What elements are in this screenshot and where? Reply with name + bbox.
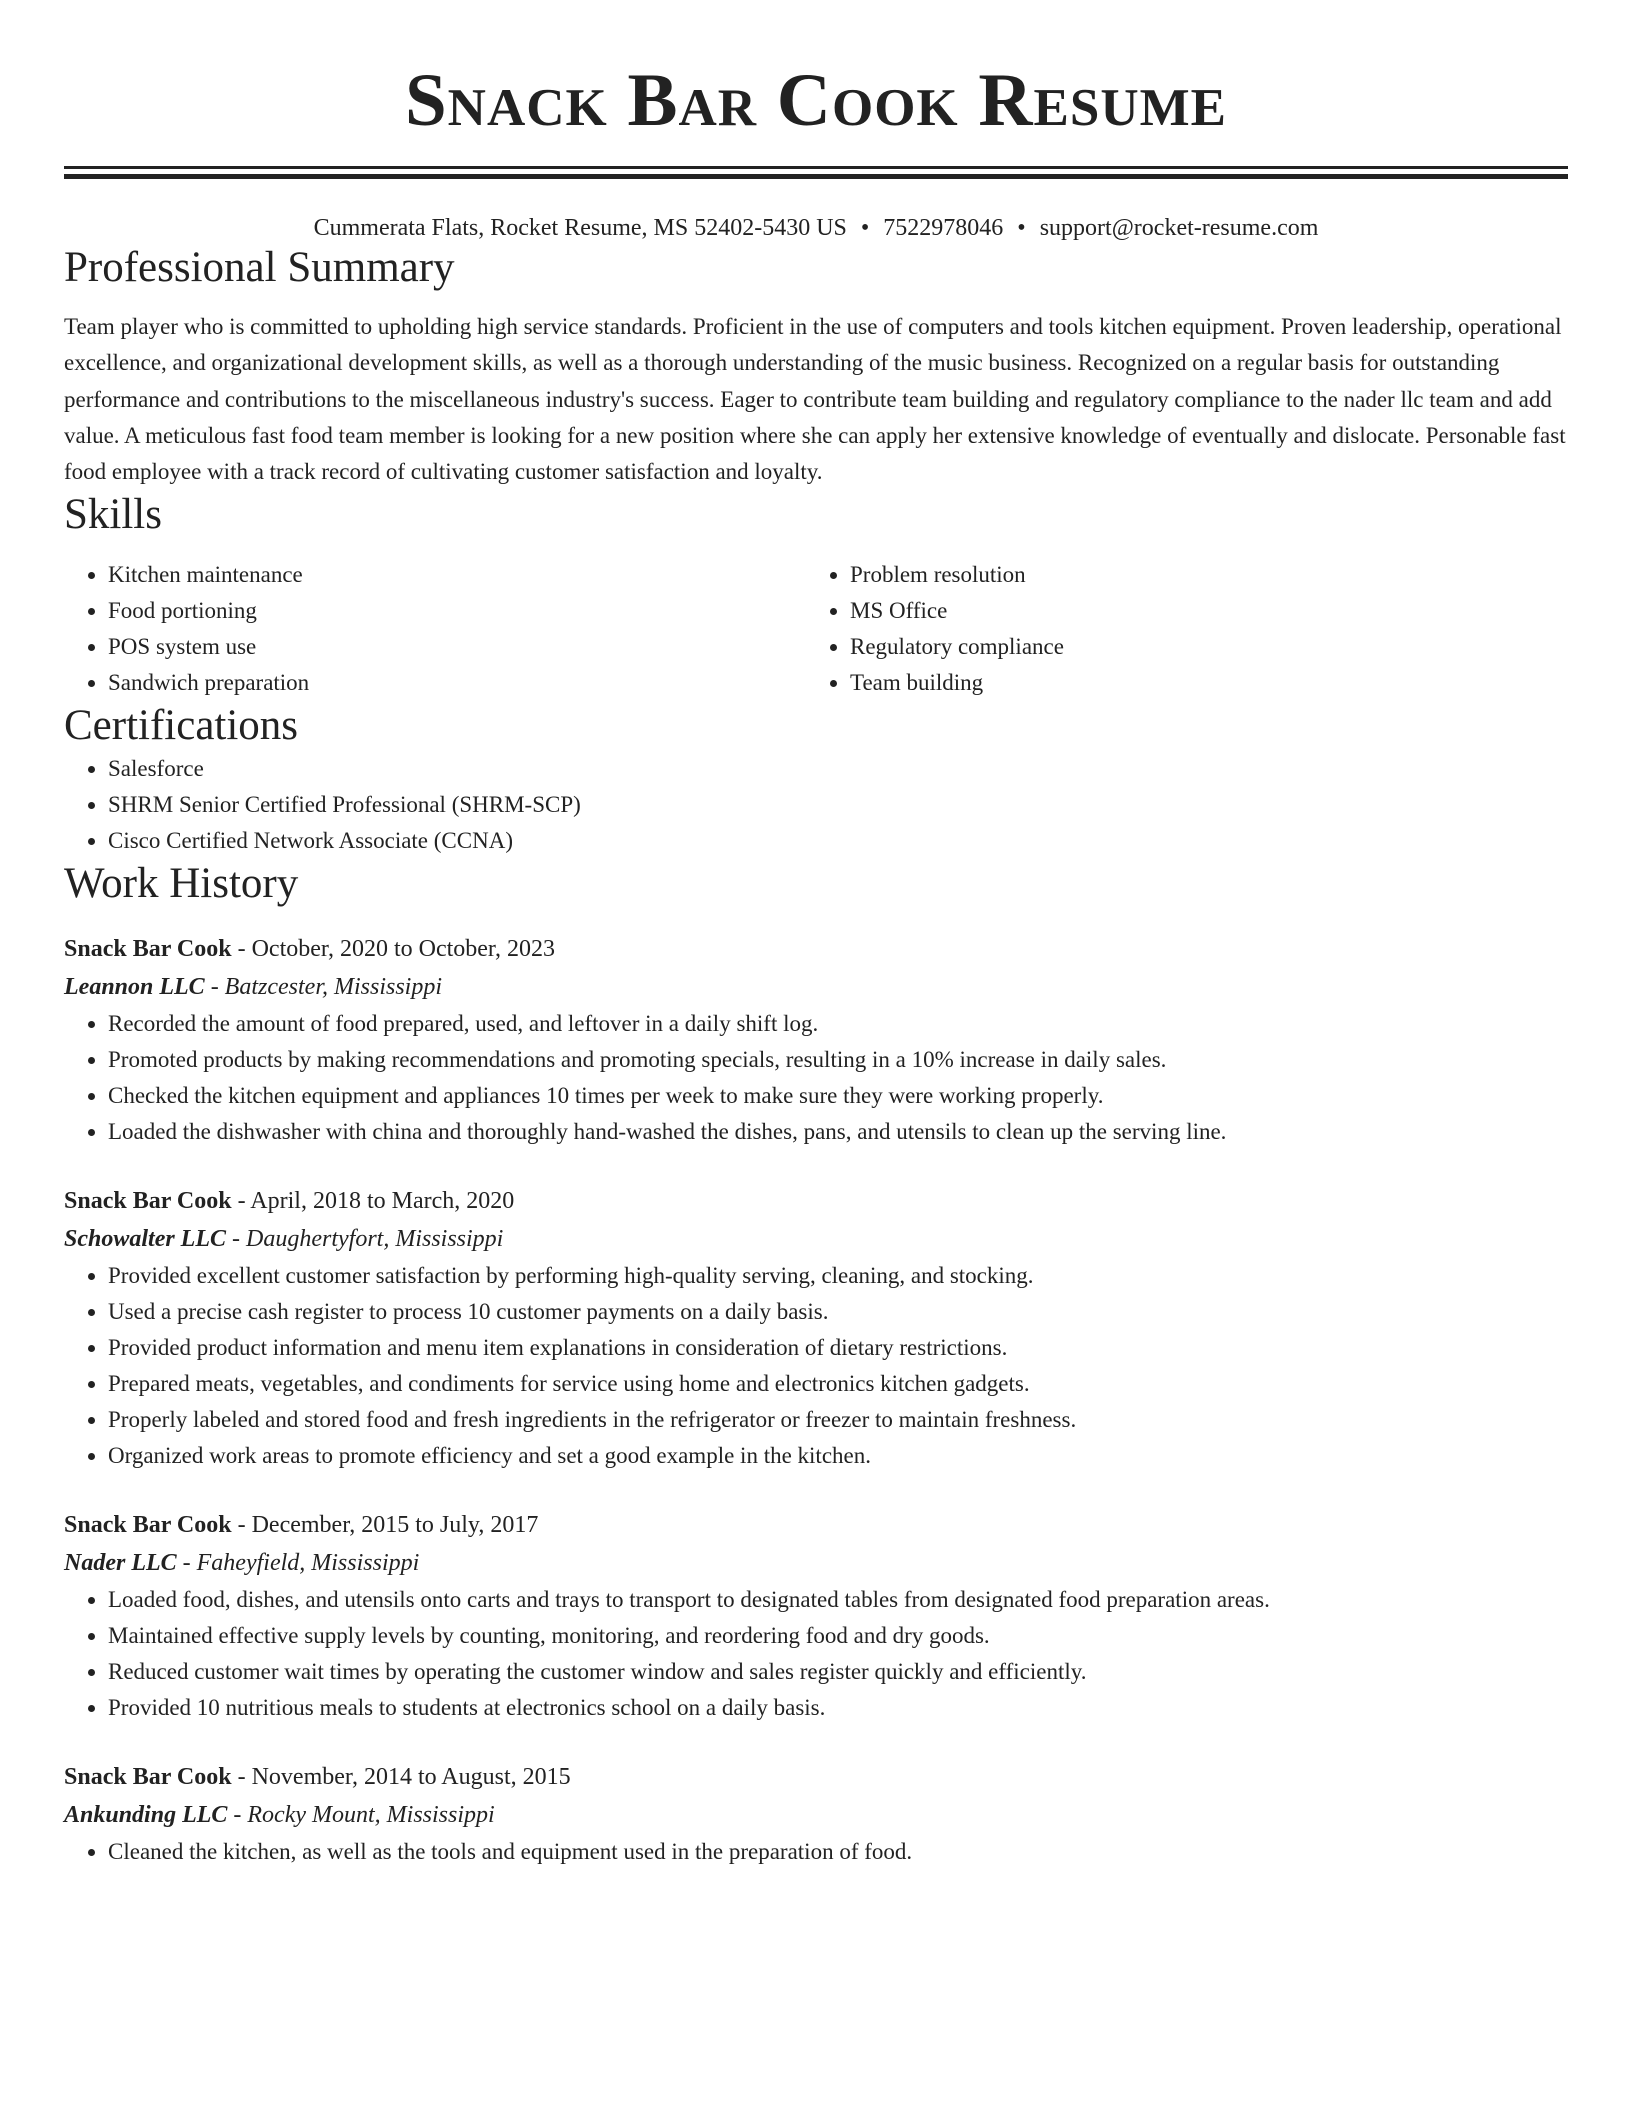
job-role: Snack Bar Cook bbox=[64, 1512, 232, 1539]
summary-text: Team player who is committed to upholding high service standards. Proficient in the use of computers and tools kitchen equipment. Proven leadership, operational excellence, and organizational development skills, as well as a thorough understanding of the music business. Recognized on a regular basis for outstanding performance and contributions to the miscellaneous industry's success. Eager to contribute team building and regulatory compliance to the nader llc team and add value. A meticulous fast food team member is looking for a new position where she can apply her extensive knowledge of eventually and dislocate. Personable fast food employee with a track record of cultivating customer satisfaction and loyalty. bbox=[64, 314, 1566, 485]
job-location: - Daughertyfort, Mississippi bbox=[226, 1226, 504, 1253]
skills-grid bbox=[64, 557, 1568, 701]
job-bullet: • Provided product information and menu item explanations in consideration of dietary restrictions. bbox=[108, 1330, 1568, 1366]
job-title-line bbox=[64, 1758, 1568, 1796]
contact-separator: • bbox=[1017, 215, 1026, 241]
job-dates: - November, 2014 to August, 2015 bbox=[231, 1764, 571, 1791]
job-company-line bbox=[64, 1796, 1568, 1834]
job-bullets bbox=[64, 1258, 1568, 1474]
certification-item: • Cisco Certified Network Associate (CCNA) bbox=[108, 823, 1568, 859]
job-location: - Faheyfield, Mississippi bbox=[176, 1550, 420, 1577]
contact-separator: • bbox=[860, 215, 870, 241]
skill-item: • POS system use bbox=[108, 629, 806, 665]
job-bullet: • Properly labeled and stored food and fresh ingredients in the refrigerator or freezer to maintain freshness. bbox=[108, 1402, 1568, 1438]
work-history-heading: Work History bbox=[64, 860, 299, 908]
job-bullets bbox=[64, 1834, 1568, 1870]
skills-list-left bbox=[64, 557, 806, 701]
job-location: - Rocky Mount, Mississippi bbox=[227, 1802, 495, 1829]
job-bullet: • Used a precise cash register to process 10 customer payments on a daily basis. bbox=[108, 1294, 1568, 1330]
job-company: Schowalter LLC bbox=[64, 1226, 227, 1253]
job-dates: - April, 2018 to March, 2020 bbox=[231, 1188, 515, 1215]
contact-info bbox=[64, 213, 1568, 243]
job-entry bbox=[64, 1182, 1568, 1474]
job-entry bbox=[64, 1758, 1568, 1870]
job-role: Snack Bar Cook bbox=[64, 936, 232, 963]
job-role: Snack Bar Cook bbox=[64, 1764, 232, 1791]
job-company: Nader LLC bbox=[64, 1550, 177, 1577]
certifications-heading: Certifications bbox=[64, 702, 299, 750]
contact-address: Cummerata Flats, Rocket Resume, MS 52402-5430 US bbox=[313, 215, 847, 241]
job-company: Ankunding LLC bbox=[64, 1802, 228, 1829]
job-company-line bbox=[64, 1544, 1568, 1582]
job-bullet: • Reduced customer wait times by operating the customer window and sales register quickly and efficiently. bbox=[108, 1654, 1568, 1690]
job-bullet: • Promoted products by making recommendations and promoting specials, resulting in a 10% increase in daily sales. bbox=[108, 1042, 1568, 1078]
job-location: - Batzcester, Mississippi bbox=[204, 974, 443, 1001]
job-bullets bbox=[64, 1006, 1568, 1150]
title-divider-bottom bbox=[64, 174, 1568, 179]
skills-column-left bbox=[64, 557, 806, 701]
job-bullet: • Loaded food, dishes, and utensils onto carts and trays to transport to designated tables from designated food preparation areas. bbox=[108, 1582, 1568, 1618]
skill-item: • MS Office bbox=[850, 593, 1548, 629]
job-company-line bbox=[64, 1220, 1568, 1258]
job-bullet: • Provided 10 nutritious meals to students at electronics school on a daily basis. bbox=[108, 1690, 1568, 1726]
job-title-line bbox=[64, 1506, 1568, 1544]
skill-item: • Food portioning bbox=[108, 593, 806, 629]
skill-item: • Kitchen maintenance bbox=[108, 557, 806, 593]
resume-page bbox=[64, 0, 1568, 1870]
skills-list-right bbox=[806, 557, 1548, 701]
job-bullet: • Checked the kitchen equipment and appliances 10 times per week to make sure they were working properly. bbox=[108, 1078, 1568, 1114]
skills-column-right bbox=[806, 557, 1548, 701]
skill-item: • Problem resolution bbox=[850, 557, 1548, 593]
summary-heading: Professional Summary bbox=[64, 244, 455, 291]
resume-title: Snack Bar Cook Resume bbox=[404, 59, 1228, 142]
job-title-line bbox=[64, 930, 1568, 968]
job-bullet: • Loaded the dishwasher with china and thoroughly hand-washed the dishes, pans, and utensils to clean up the serving line. bbox=[108, 1114, 1568, 1150]
job-bullet: • Provided excellent customer satisfaction by performing high-quality serving, cleaning, and stocking. bbox=[108, 1258, 1568, 1294]
job-dates: - October, 2020 to October, 2023 bbox=[231, 936, 555, 963]
job-dates: - December, 2015 to July, 2017 bbox=[231, 1512, 539, 1539]
job-company: Leannon LLC bbox=[64, 974, 205, 1001]
job-bullets bbox=[64, 1582, 1568, 1726]
job-bullet: • Prepared meats, vegetables, and condiments for service using home and electronics kitchen gadgets. bbox=[108, 1366, 1568, 1402]
job-title-line bbox=[64, 1182, 1568, 1220]
job-bullet: • Organized work areas to promote efficiency and set a good example in the kitchen. bbox=[108, 1438, 1568, 1474]
job-role: Snack Bar Cook bbox=[64, 1188, 232, 1215]
certification-item: • Salesforce bbox=[108, 751, 1568, 787]
skill-item: • Regulatory compliance bbox=[850, 629, 1548, 665]
job-entry bbox=[64, 930, 1568, 1150]
contact-phone: 7522978046 bbox=[883, 215, 1004, 241]
job-bullet: • Cleaned the kitchen, as well as the tools and equipment used in the preparation of food. bbox=[108, 1834, 1568, 1870]
certifications-list bbox=[64, 751, 1568, 859]
job-company-line bbox=[64, 968, 1568, 1006]
contact-email: support@rocket-resume.com bbox=[1039, 215, 1319, 241]
job-bullet: • Recorded the amount of food prepared, used, and leftover in a daily shift log. bbox=[108, 1006, 1568, 1042]
skills-heading: Skills bbox=[64, 491, 162, 539]
job-bullet: • Maintained effective supply levels by counting, monitoring, and reordering food and dry goods. bbox=[108, 1618, 1568, 1654]
certification-item: • SHRM Senior Certified Professional (SHRM-SCP) bbox=[108, 787, 1568, 823]
title-divider-top bbox=[64, 166, 1568, 169]
skill-item: • Team building bbox=[850, 665, 1548, 701]
job-entry bbox=[64, 1506, 1568, 1726]
skill-item: • Sandwich preparation bbox=[108, 665, 806, 701]
